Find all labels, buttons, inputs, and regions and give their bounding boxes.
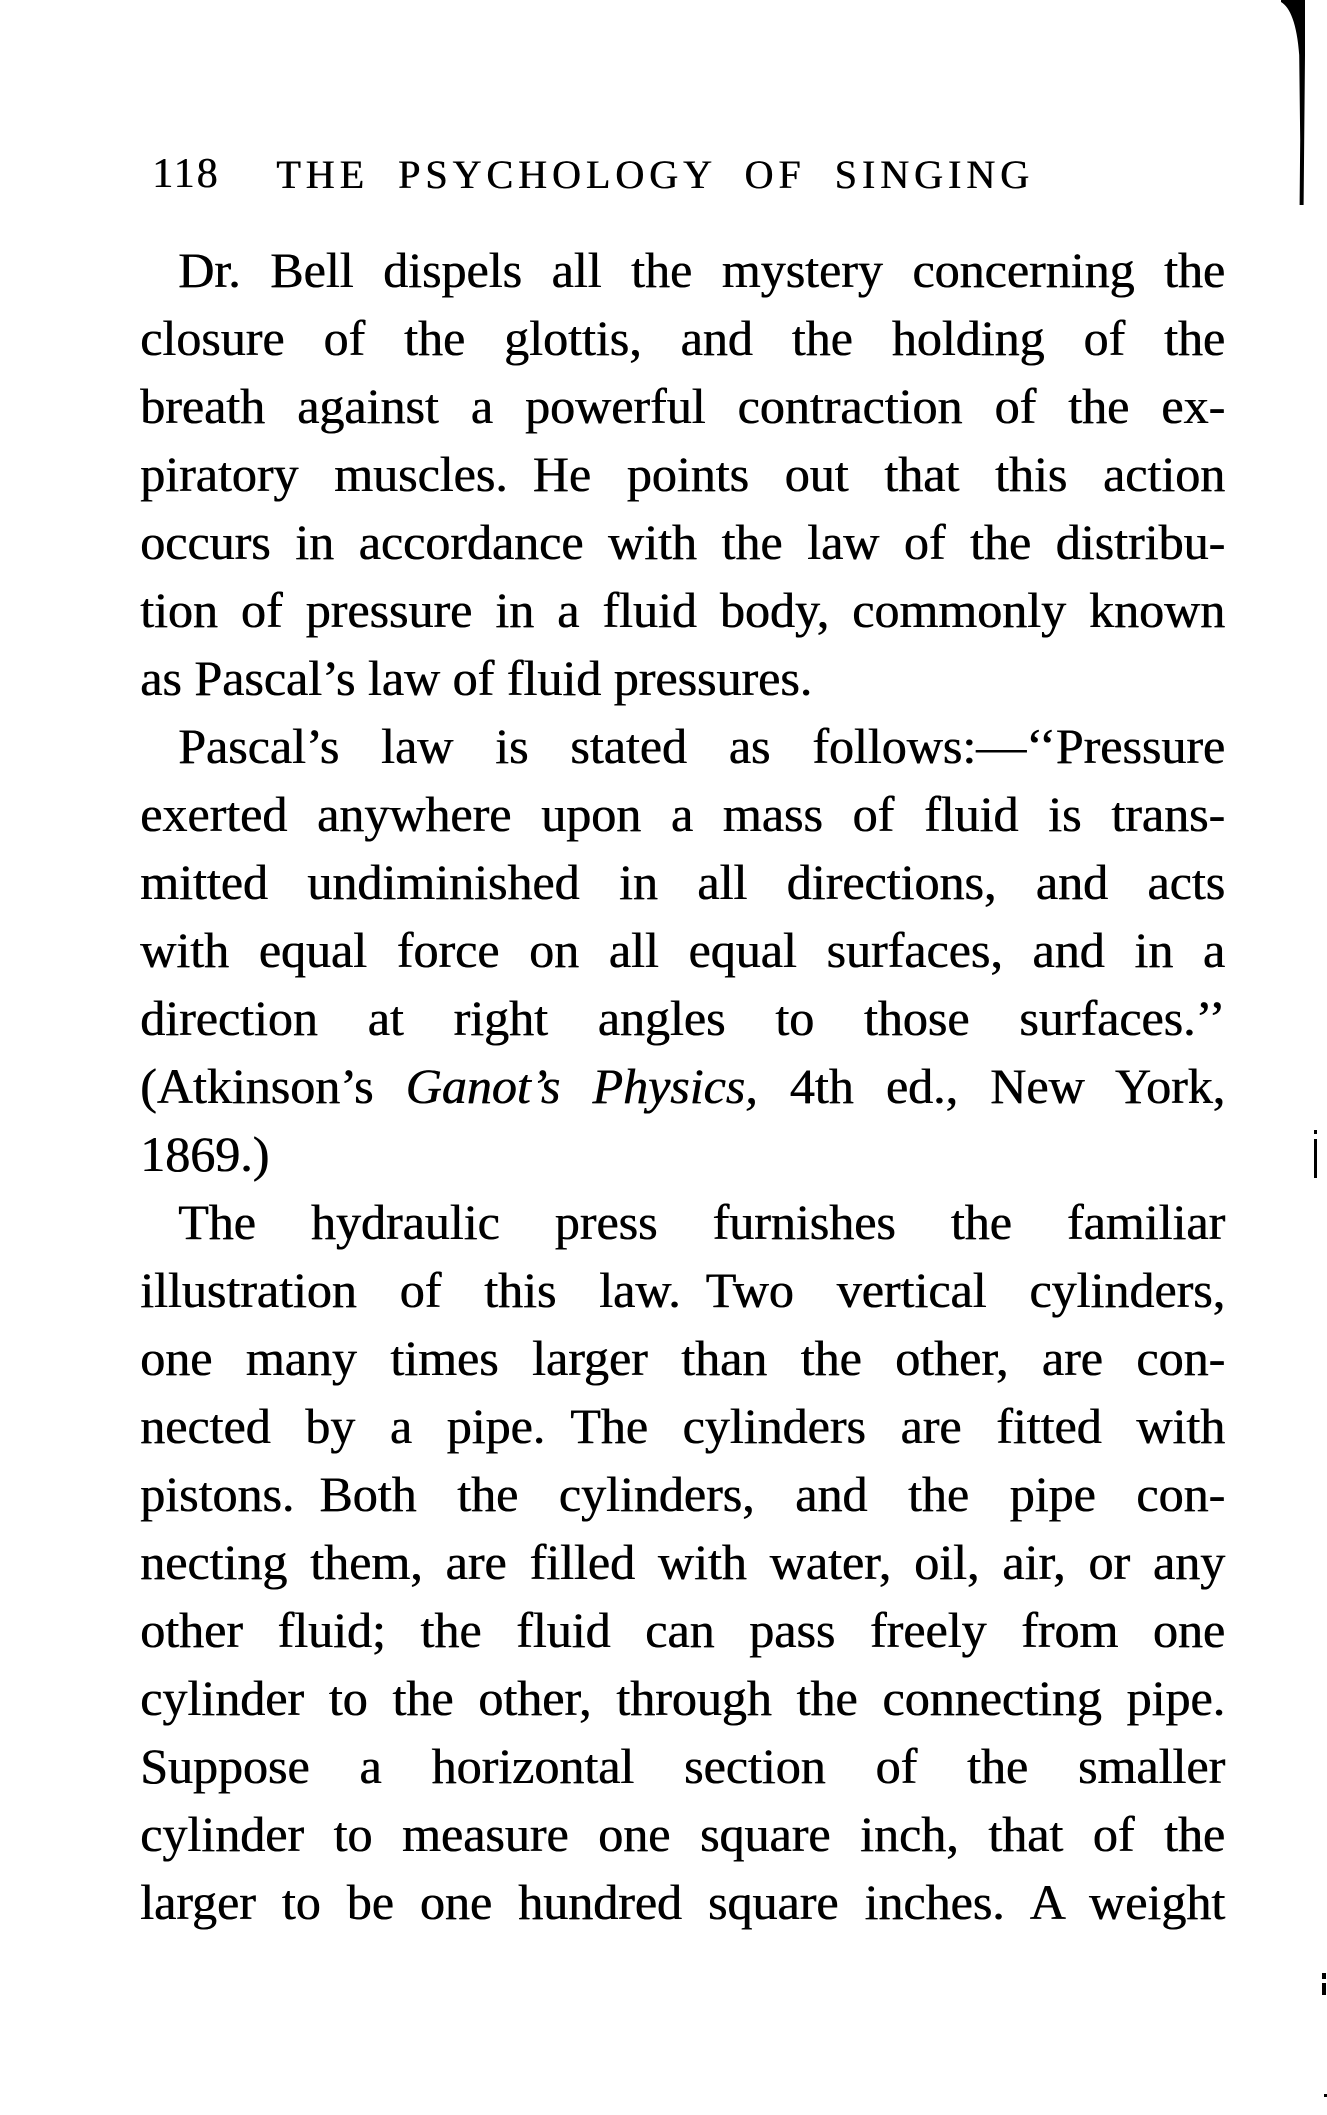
scan-artifact-corner bbox=[1281, 0, 1327, 212]
page-number: 118 bbox=[152, 151, 220, 197]
text-line: occurs in accordance with the law of the distribu- bbox=[140, 514, 1225, 570]
text-line: as Pascal’s law of fluid pressures. bbox=[140, 650, 813, 706]
scan-artifact-dash bbox=[1322, 1983, 1326, 1995]
text-line: pistons. Both the cylinders, and the pipe con- bbox=[140, 1466, 1225, 1522]
text-line: one many times larger than the other, are con- bbox=[140, 1330, 1225, 1386]
text-line: direction at right angles to those surfaces.’’ bbox=[140, 990, 1225, 1046]
text-line: cylinder to measure one square inch, that of the bbox=[140, 1806, 1225, 1862]
text-line: piratory muscles. He points out that this action bbox=[140, 446, 1225, 502]
text-line: tion of pressure in a fluid body, commonly known bbox=[140, 582, 1225, 638]
text-line: (Atkinson’s Ganot’s Physics, 4th ed., New York, bbox=[140, 1058, 1225, 1114]
text-block bbox=[140, 236, 1225, 1936]
text-line: with equal force on all equal surfaces, and in a bbox=[140, 922, 1225, 978]
scan-artifact-dash bbox=[1314, 1139, 1317, 1178]
text-line: nected by a pipe. The cylinders are fitted with bbox=[140, 1398, 1225, 1454]
text-line: closure of the glottis, and the holding of the bbox=[140, 310, 1225, 366]
running-title: THE PSYCHOLOGY OF SINGING bbox=[276, 152, 1034, 197]
text-line: cylinder to the other, through the connecting pipe. bbox=[140, 1670, 1225, 1726]
text-line: necting them, are filled with water, oil, air, or any bbox=[140, 1534, 1225, 1590]
text-line: other fluid; the fluid can pass freely from one bbox=[140, 1602, 1225, 1658]
scan-artifact-dot bbox=[1322, 1973, 1326, 1979]
text-line: The hydraulic press furnishes the familiar bbox=[178, 1194, 1225, 1250]
text-line: Dr. Bell dispels all the mystery concerning the bbox=[178, 242, 1225, 298]
scan-artifact-dot bbox=[1314, 1130, 1317, 1134]
text-line: illustration of this law. Two vertical cylinders, bbox=[140, 1262, 1225, 1318]
text-line: breath against a powerful contraction of the ex- bbox=[140, 378, 1225, 434]
text-line: mitted undiminished in all directions, and acts bbox=[140, 854, 1225, 910]
text-line: Pascal’s law is stated as follows:—‘‘Pressure bbox=[178, 718, 1225, 774]
text-line: 1869.) bbox=[140, 1126, 270, 1182]
text-line: exerted anywhere upon a mass of fluid is trans- bbox=[140, 786, 1225, 842]
text-line: Suppose a horizontal section of the smaller bbox=[140, 1738, 1225, 1794]
text-line: larger to be one hundred square inches. A weight bbox=[140, 1874, 1225, 1930]
